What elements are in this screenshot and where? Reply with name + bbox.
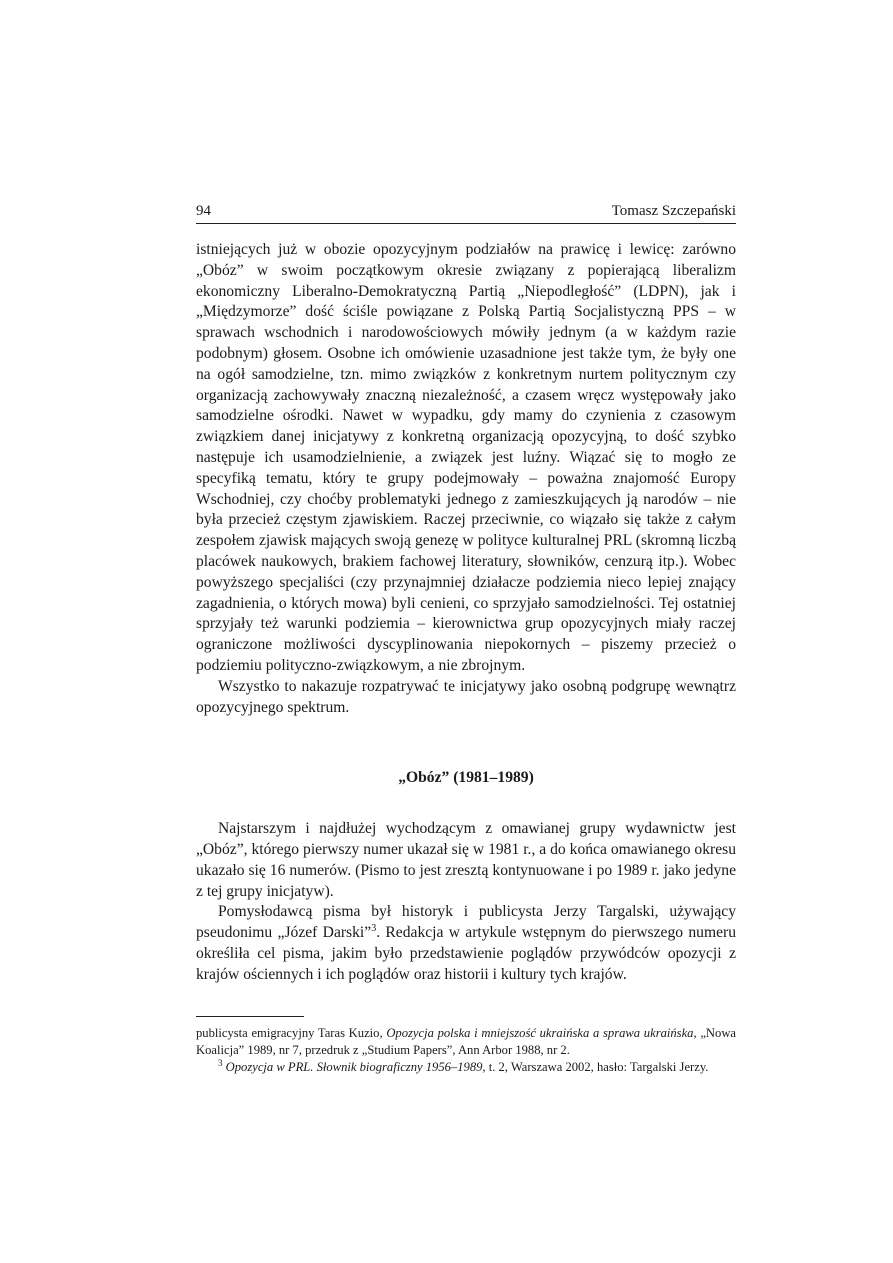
paragraph: istniejących już w obozie opozycyjnym podziałów na prawicę i lewicę: zarówno „Obóz” w swoim początkowym okresie związany z popierającą liberalizm ekonomiczny Liberalno-Demokratyczną Partią „Niepodległość” (LDPN), jak i „Międzymorze” dość ściśle powiązane z Polską Partią Socjalistyczną PPS – w sprawach wschodnich i narodowościowych mówiły jednym (a w każdym razie podobnym) głosem. Osobne ich omówienie uzasadnione jest także tym, że były one na ogół samodzielne, tzn. mimo związków z konkretnym nurtem politycznym czy organizacją zachowywały znaczną niezależność, a czasem wręcz występowały jako samodzielne ośrodki. Nawet w wypadku, gdy mamy do czynienia z czasowym związkiem danej inicjatywy z konkretną organizacją opozycyjną, to dość szybko następuje ich usamodzielnienie, a związek jest luźny. Wiązać się to mogło ze specyfiką tematu, który te grupy podejmowały – poważna znajomość Europy Wschodniej, czy choćby problematyki jednego z zamieszkujących ją narodów – nie była przecież częstym zjawiskiem. Raczej przeciwnie, co wiązało się także z całym zespołem zjawisk mających swoją genezę w polityce kulturalnej PRL (skromną liczbą placówek naukowych, brakiem fachowej literatury, słowników, cenzurą itp.). Wobec powyższego specjaliści (czy przynajmniej działacze podziemia nieco lepiej znający zagadnienia, o których mowa) byli cenieni, co sprzyjało samodzielności. Tej ostatniej sprzyjały też warunki podziemia – kierownictwa grup opozycyjnych miały raczej ograniczone możliwości dyscyplinowania niepokornych – piszemy przecież o podziemiu polityczno-związkowym, a nie zbrojnym. — [196, 241, 736, 674]
author-name: Tomasz Szczepański — [611, 203, 736, 219]
page-number: 94 — [196, 203, 211, 219]
paragraph-text: Pomysłodawcą pisma był historyk i publicysta Jerzy Targalski, używający pseudonimu „Józef Darski” — [196, 903, 736, 942]
footnote-title: Opozycja w PRL. Słownik biograficzny 1956–1989 — [225, 1059, 483, 1074]
body-text — [196, 240, 736, 986]
running-header — [196, 202, 736, 224]
footnote-number: 3 — [218, 1057, 223, 1068]
footnote-text: , „Nowa Koalicja” 1989, nr 7, przedruk z „Studium Papers”, Ann Arbor 1988, nr 2. — [196, 1025, 737, 1057]
paragraph: Wszystko to nakazuje rozpatrywać te inicjatywy jako osobną podgrupę wewnątrz opozycyjnego spektrum. — [196, 677, 736, 716]
footnotes — [196, 1025, 736, 1076]
footnote-title: Opozycja polska i mniejszość ukraińska a sprawa ukraińska — [386, 1025, 694, 1040]
footnote-2-continued — [196, 1025, 736, 1059]
footnote-text: , t. 2, Warszawa 2002, hasło: Targalski Jerzy. — [482, 1059, 709, 1074]
document-page — [196, 202, 736, 1076]
footnote-separator — [196, 1016, 304, 1017]
paragraph: Najstarszym i najdłużej wychodzącym z omawianej grupy wydawnictw jest „Obóz”, którego pierwszy numer ukazał się w 1981 r., a do końca omawianego okresu ukazało się 16 numerów. (Pismo to jest zresztą kontynuowane i po 1989 r. jako jedyne z tej grupy inicjatyw). — [196, 820, 736, 900]
paragraph — [196, 902, 736, 985]
footnote-text: publicysta emigracyjny Taras Kuzio, — [196, 1025, 387, 1040]
footnote-3 — [196, 1059, 736, 1076]
paragraph-text: . Redakcja w artykule wstępnym do pierwszego numeru określiła cel pisma, jakim było przedstawienie poglądów przywódców opozycji z krajów ościennych i ich poglądów oraz historii i kultury tych krajów. — [196, 924, 736, 983]
footnote-reference[interactable]: 3 — [371, 922, 377, 934]
section-heading: „Obóz” (1981–1989) — [398, 769, 534, 787]
